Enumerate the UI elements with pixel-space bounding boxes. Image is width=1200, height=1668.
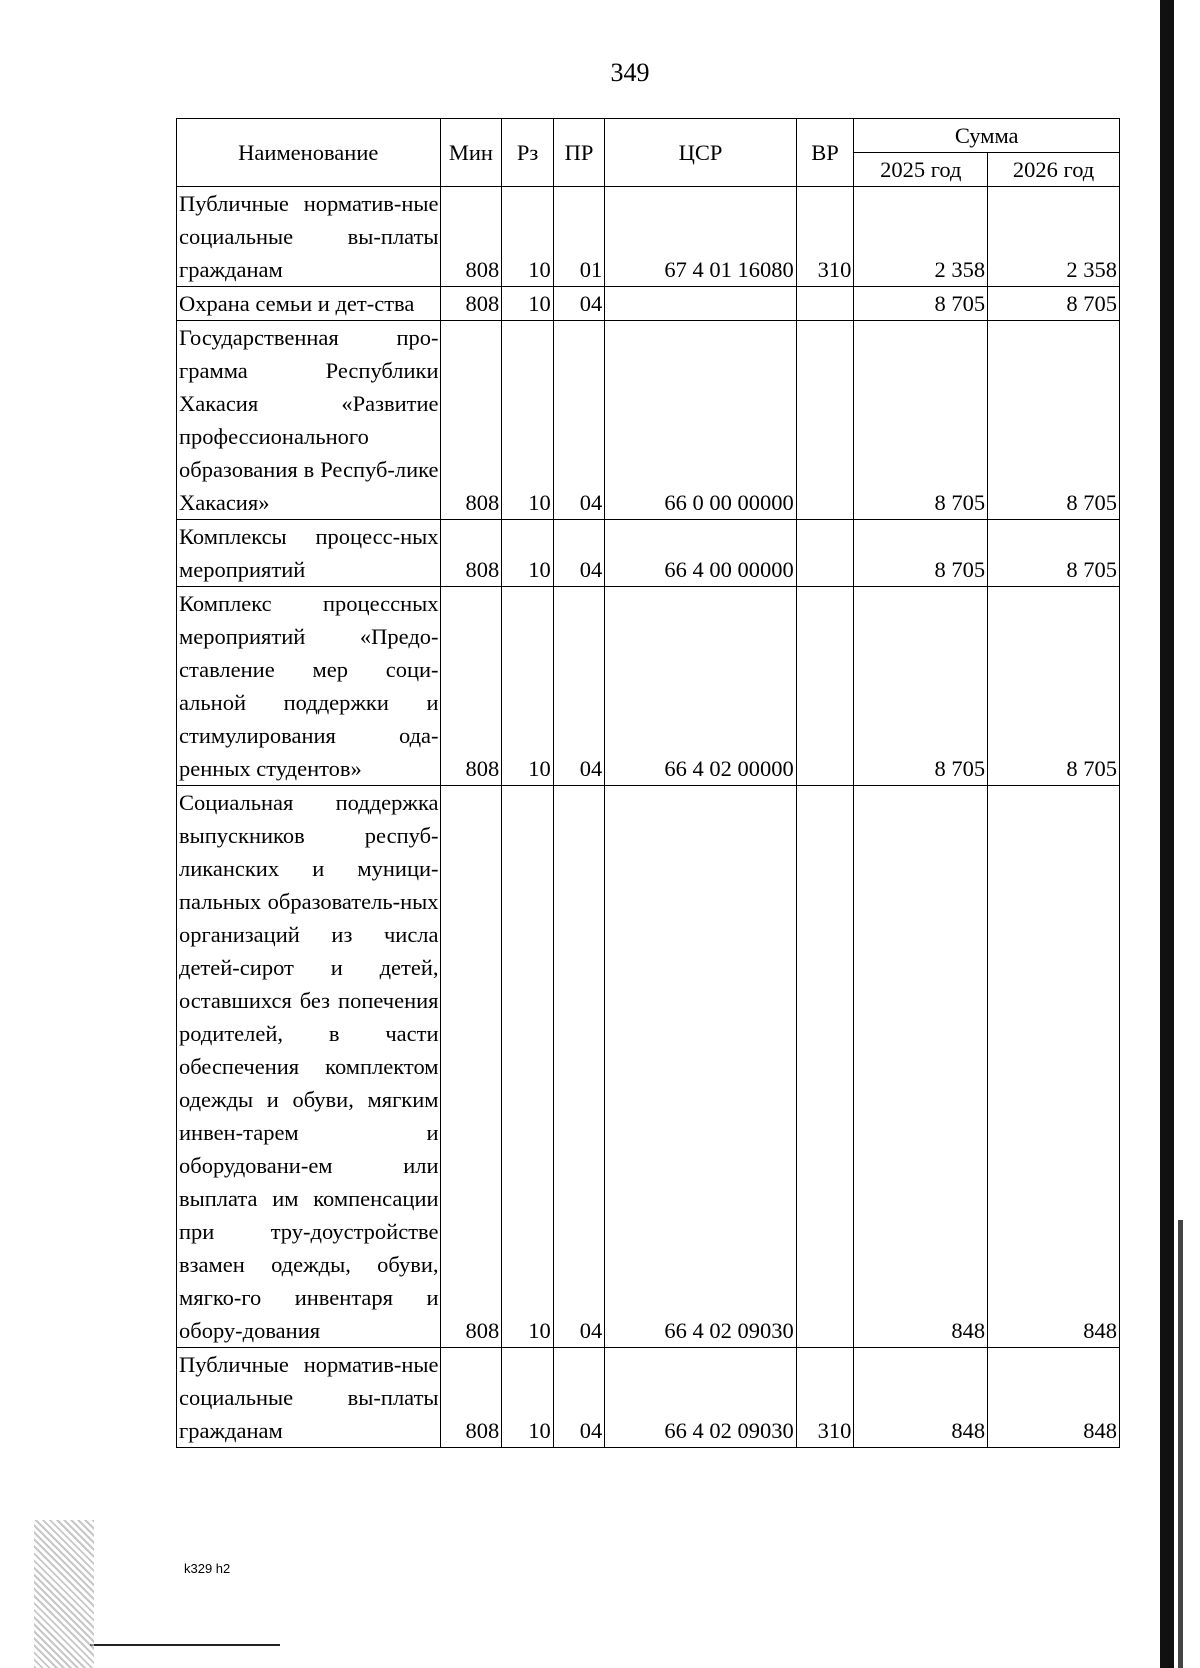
- row-min: 808: [440, 1348, 502, 1448]
- scan-border-bar: [1160, 0, 1174, 1668]
- row-2026: 848: [988, 1348, 1120, 1448]
- row-csr: 66 4 02 09030: [605, 1348, 796, 1448]
- page-number: 349: [610, 58, 650, 87]
- row-name: Публичные норматив-ные социальные вы-платы гражданам: [177, 187, 441, 287]
- row-vr: [796, 520, 854, 587]
- header-csr: ЦСР: [605, 119, 796, 187]
- row-pr: 04: [553, 1348, 604, 1448]
- row-name: Комплекс процессных мероприятий «Предо-ставление мер соци-альной поддержки и стимулирования ода-ренных студентов»: [177, 587, 441, 786]
- row-csr: [605, 287, 796, 321]
- row-csr: 66 0 00 00000: [605, 321, 796, 520]
- row-2026: 2 358: [988, 187, 1120, 287]
- header-2026: 2026 год: [988, 153, 1120, 187]
- row-pr: 04: [553, 287, 604, 321]
- row-2025: 8 705: [854, 321, 988, 520]
- row-csr: 66 4 02 00000: [605, 587, 796, 786]
- table-row: [177, 520, 1120, 587]
- table-row: [177, 287, 1120, 321]
- row-rz: 10: [502, 520, 553, 587]
- header-sum: Сумма: [854, 119, 1120, 153]
- row-pr: 01: [553, 187, 604, 287]
- row-2026: 8 705: [988, 321, 1120, 520]
- footer-code: k329 h2: [184, 1561, 231, 1576]
- row-min: 808: [440, 520, 502, 587]
- row-2025: 8 705: [854, 520, 988, 587]
- header-name: Наименование: [177, 119, 441, 187]
- row-rz: 10: [502, 321, 553, 520]
- row-rz: 10: [502, 187, 553, 287]
- header-min: Мин: [440, 119, 502, 187]
- header-pr: ПР: [553, 119, 604, 187]
- table-row: [177, 587, 1120, 786]
- header-2025: 2025 год: [854, 153, 988, 187]
- row-rz: 10: [502, 1348, 553, 1448]
- row-csr: 67 4 01 16080: [605, 187, 796, 287]
- scan-bottom-line: [90, 1644, 280, 1646]
- table-row: [177, 786, 1120, 1348]
- row-vr: [796, 287, 854, 321]
- row-rz: 10: [502, 587, 553, 786]
- row-min: 808: [440, 287, 502, 321]
- row-rz: 10: [502, 786, 553, 1348]
- row-2025: 2 358: [854, 187, 988, 287]
- row-vr: 310: [796, 187, 854, 287]
- header-vr: ВР: [796, 119, 854, 187]
- row-2026: 8 705: [988, 520, 1120, 587]
- row-name: Охрана семьи и дет-ства: [177, 287, 441, 321]
- scan-noise: [34, 1520, 94, 1668]
- row-2025: 848: [854, 1348, 988, 1448]
- table-row: [177, 321, 1120, 520]
- budget-table: [176, 118, 1120, 1448]
- row-vr: [796, 587, 854, 786]
- row-pr: 04: [553, 786, 604, 1348]
- row-min: 808: [440, 587, 502, 786]
- row-vr: 310: [796, 1348, 854, 1448]
- row-min: 808: [440, 187, 502, 287]
- row-csr: 66 4 02 09030: [605, 786, 796, 1348]
- row-pr: 04: [553, 520, 604, 587]
- row-name: Государственная про-грамма Республики Хакасия «Развитие профессионального образования в Респуб-лике Хакасия»: [177, 321, 441, 520]
- row-vr: [796, 321, 854, 520]
- table-row: [177, 1348, 1120, 1448]
- row-csr: 66 4 00 00000: [605, 520, 796, 587]
- row-name: Публичные норматив-ные социальные вы-платы гражданам: [177, 1348, 441, 1448]
- row-min: 808: [440, 321, 502, 520]
- row-2025: 848: [854, 786, 988, 1348]
- table-row: [177, 187, 1120, 287]
- row-2025: 8 705: [854, 287, 988, 321]
- row-2026: 8 705: [988, 287, 1120, 321]
- row-2025: 8 705: [854, 587, 988, 786]
- row-name: Комплексы процесс-ных мероприятий: [177, 520, 441, 587]
- row-pr: 04: [553, 587, 604, 786]
- row-min: 808: [440, 786, 502, 1348]
- row-name: Социальная поддержка выпускников респуб-ликанских и муници-пальных образователь-ных организаций из числа детей-сирот и детей, оставшихся без попечения родителей, в части обеспечения комплектом одежды и обуви, мягким инвен-тарем и оборудовани-ем или выплата им компенсации при тру-доустройстве взамен одежды, обуви, мягко-го инвентаря и обору-дования: [177, 786, 441, 1348]
- header-rz: Рз: [502, 119, 553, 187]
- row-rz: 10: [502, 287, 553, 321]
- scan-edge-line: [1178, 1220, 1183, 1668]
- row-vr: [796, 786, 854, 1348]
- row-pr: 04: [553, 321, 604, 520]
- row-2026: 848: [988, 786, 1120, 1348]
- row-2026: 8 705: [988, 587, 1120, 786]
